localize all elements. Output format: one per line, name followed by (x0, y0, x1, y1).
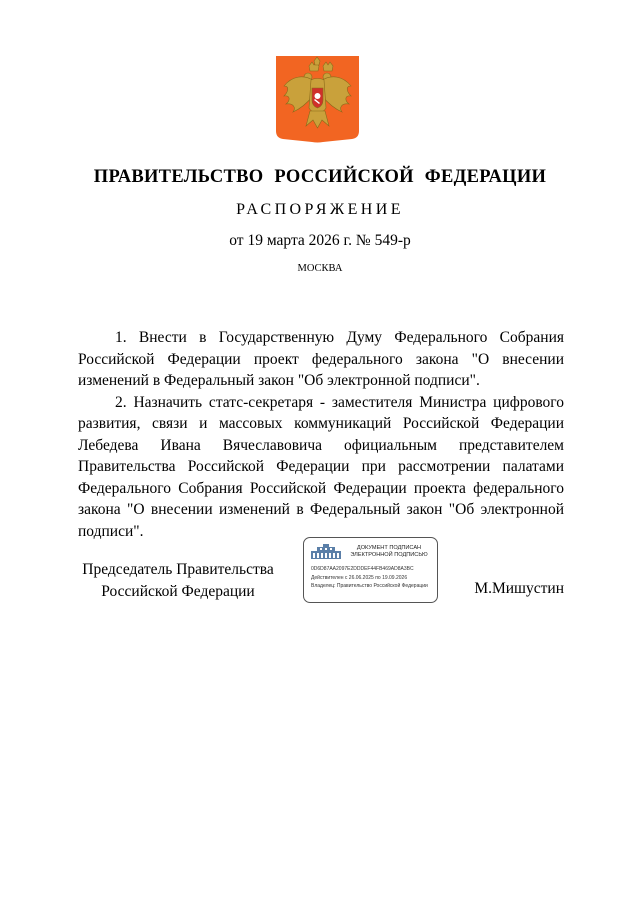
document-title: ПРАВИТЕЛЬСТВО РОССИЙСКОЙ ФЕДЕРАЦИИ (93, 167, 547, 187)
signatory-name: М.Мишустин (474, 580, 564, 597)
signatory-position (78, 559, 278, 602)
document-city: МОСКВА (297, 263, 343, 274)
paragraph-1: 1. Внести в Государственную Думу Федерального Собрания Российской Федерации проект федерального закона "О внесении изменений в Федеральный закон "Об электронной подписи". (78, 329, 564, 389)
stamp-title-line-1: ДОКУМЕНТ ПОДПИСАН (356, 545, 422, 551)
signatory-position-line-2: Российской Федерации (101, 582, 255, 600)
document-type: РАСПОРЯЖЕНИЕ (236, 201, 404, 218)
document-date-number: от 19 марта 2026 г. № 549-р (229, 232, 411, 249)
signatory-position-line-1: Председатель Правительства (82, 561, 274, 578)
stamp-title (342, 545, 436, 559)
stamp-validity: Действителен с 26.06.2025 по 19.09.2026 (311, 575, 408, 581)
stamp-certificate: 0D6D87AA2097E2DDDEF44FB469AD8A3BC (311, 566, 414, 572)
paragraph-2: 2. Назначить статс-секретаря - заместителя Министра цифрового развития, связи и массовых коммуникаций Российской Федерации Лебедева Ивана Вячеславовича официальным представителем Правительства Российской Федерации при рассмотрении палатами Федерального Собрания Российской Федерации проекта федерального закона "О внесении изменений в Федеральный закон "Об электронной подписи". (78, 393, 564, 540)
russian-coat-of-arms-icon (276, 56, 359, 146)
electronic-signature-stamp (303, 537, 438, 603)
government-building-icon (309, 543, 343, 560)
stamp-title-line-2: ЭЛЕКТРОННОЙ ПОДПИСЬЮ (350, 552, 428, 558)
document-body (78, 327, 564, 542)
stamp-owner: Владелец: Правительство Российской Федерации (311, 583, 428, 589)
